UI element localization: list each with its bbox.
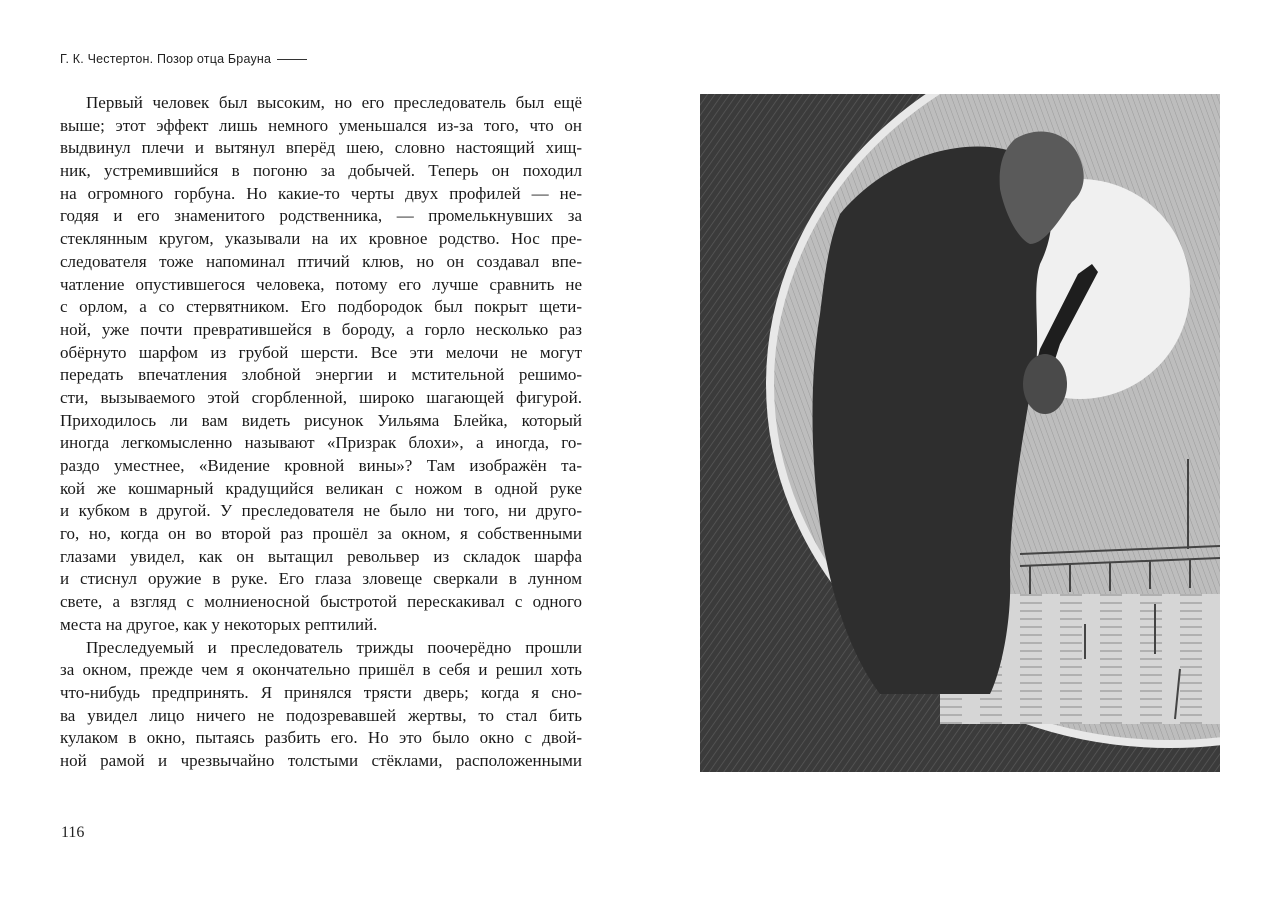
text-line: го, но, когда он во второй раз прошёл за окном, я собственными [60, 524, 582, 544]
running-head-rule [277, 59, 307, 60]
text-line: ва увидел лицо ничего не подозревавшей жертвы, то стал бить [60, 705, 582, 725]
illustration [700, 94, 1220, 772]
text-line: кой же кошмарный крадущийся великан с ножом в одной руке [60, 478, 582, 498]
text-line: сти, вызываемого этой сгорбленной, широко шагающей фигурой. [60, 387, 582, 407]
text-line: ной, уже почти превратившейся в бороду, а горло несколько раз [60, 319, 582, 339]
text-line: чатление опустившегося человека, потому его лучше сравнить не [60, 274, 582, 294]
text-line: места на другое, как у некоторых рептилий. [60, 614, 378, 634]
text-line: выдвинул плечи и вытянул вперёд шею, словно настоящий хищ- [60, 138, 582, 158]
text-line: следователя тоже напоминал птичий клюв, но он создавал впе- [60, 251, 582, 271]
running-head-text: Г. К. Честертон. Позор отца Брауна [60, 52, 272, 66]
text-line: и кубком в другой. У преследователя не было ни того, ни друго- [60, 501, 582, 521]
text-line: обёрнуто шарфом из грубой шерсти. Все эти мелочи не могут [60, 342, 582, 362]
text-line: на огромного горбуна. Но какие-то черты двух профилей — не- [60, 183, 582, 203]
page-number: 116 [61, 824, 85, 841]
text-line: ной рамой и чрезвычайно толстыми стёклами, расположенными [60, 750, 582, 770]
text-line: Первый человек был высоким, но его преследователь был ещё [86, 93, 582, 112]
illustration-drawing [700, 94, 1220, 772]
text-line: кулаком в окно, пытаясь разбить его. Но это было окно с двой- [60, 728, 582, 748]
text-line: раздо уместнее, «Видение кровной вины»? Там изображён та- [60, 456, 582, 475]
text-line: выше; этот эффект лишь немного уменьшался из-за того, что он [60, 115, 582, 135]
text-line: ник, устремившийся в погоню за добычей. Теперь он походил [60, 161, 582, 181]
text-line: передать впечатления злобной энергии и мстительной решимо- [60, 365, 582, 385]
text-line: и стиснул оружие в руке. Его глаза зловеще сверкали в лунном [60, 569, 582, 589]
text-line: за окном, прежде чем я окончательно пришёл в себя и решил хоть [60, 660, 582, 680]
text-line: иногда легкомысленно называют «Призрак блохи», а иногда, го- [60, 433, 582, 453]
body-text [60, 92, 582, 773]
hand [1023, 354, 1067, 414]
text-line: свете, а взгляд с молниеносной быстротой перескакивал с одного [60, 592, 582, 612]
text-line: глазами увидел, как он вытащил револьвер из складок шарфа [60, 546, 582, 566]
text-line: Приходилось ли вам видеть рисунок Уильяма Блейка, который [60, 410, 582, 430]
running-head [60, 52, 307, 66]
text-line: что-нибудь предпринять. Я принялся трясти дверь; когда я сно- [60, 682, 582, 702]
text-line: с орлом, а со стервятником. Его подбородок был покрыт щети- [60, 297, 582, 317]
text-line: стеклянным кругом, указывали на их кровное родство. Нос пре- [60, 229, 582, 249]
text-line: годяя и его знаменитого родственника, — промелькнувших за [60, 206, 582, 226]
text-line: Преследуемый и преследователь трижды поочерёдно прошли [86, 637, 582, 657]
